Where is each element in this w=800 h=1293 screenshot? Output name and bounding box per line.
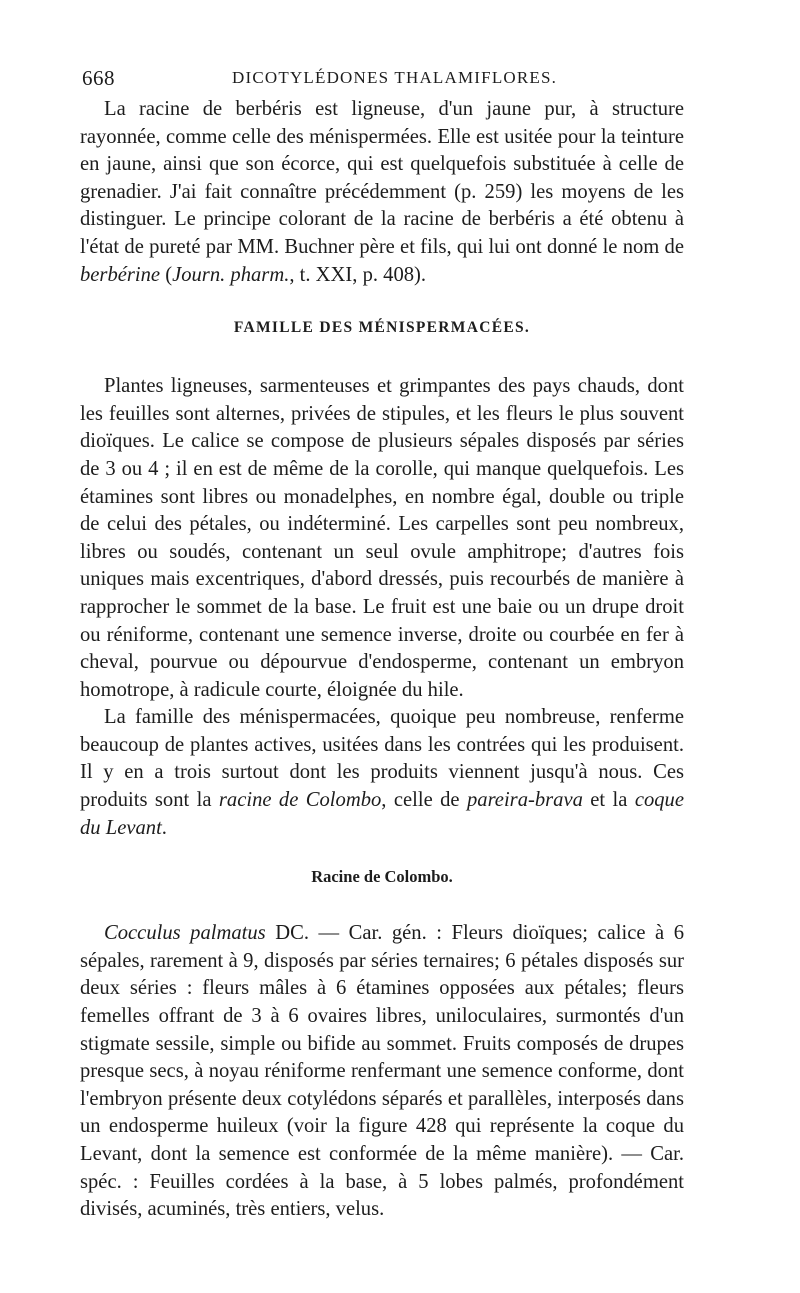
paragraph-berberis-root: La racine de berbéris est ligneuse, d'un jaune pur, à structure rayonnée, comme celle des ménispermées. Elle est usitée pour la teinture en jaune, ainsi que son écorce, qui est quelquefois substituée à celle de grenadier. J'ai fait connaître précédemment (p. 259) les moyens de les distinguer. Le principe colorant de la racine de berbéris a été obtenu à l'état de pureté par MM. Buchner père et fils, qui lui ont donné le nom de berbérine (Journ. pharm., t. XXI, p. 408). [80, 98, 684, 286]
page-header [80, 62, 684, 96]
paragraph-cocculus-palmatus: Cocculus palmatus DC. — Car. gén. : Fleurs dioïques; calice à 6 sépales, rarement à 9, disposés par séries ternaires; 6 pétales disposés sur deux séries : fleurs mâles à 6 étamines opposées aux pétales; fleurs femelles offrant de 3 à 6 ovaires libres, uniloculaires, surmontés d'un stigmate sessile, simple ou bifide au sommet. Fruits composés de drupes presque secs, à noyau réniforme renfermant une semence conforme, dont l'embryon présente deux cotylédons séparés et parallèles, interposés dans un endosperme huileux (voir la figure 428 qui représente la coque du Levant, dont la semence est conformée de la même manière). — Car. spéc. : Feuilles cordées à la base, à 5 lobes palmés, profondément divisés, acuminés, très entiers, velus. [80, 922, 684, 1221]
page-number: 668 [82, 66, 115, 90]
running-title: DICOTYLÉDONES THALAMIFLORES. [232, 68, 558, 87]
subheading-colombo: Racine de Colombo. [311, 867, 453, 887]
paragraph-family-description: Plantes ligneuses, sarmenteuses et grimpantes des pays chauds, dont les feuilles sont alternes, privées de stipules, et les fleurs le plus souvent dioïques. Le calice se compose de plusieurs sépales disposés par séries de 3 ou 4 ; il en est de même de la corolle, qui manque quelquefois. Les étamines sont libres ou monadelphes, en nombre égal, double ou triple de celui des pétales, ou indéterminé. Les carpelles sont peu nombreux, libres ou soudés, contenant un seul ovule amphitrope; d'autres fois uniques mais excentriques, d'abord dressés, puis recourbés de manière à rapprocher le sommet de la base. Le fruit est une baie ou un drupe droit ou réniforme, contenant une semence inverse, droite ou courbée en fer à cheval, pourvue ou dépourvue d'endosperme, contenant un embryon homotrope, à radicule courte, éloignée du hile. [80, 375, 684, 701]
paragraph-family-products: La famille des ménispermacées, quoique peu nombreuse, renferme beaucoup de plantes actives, usitées dans les contrées qui les produisent. Il y en a trois surtout dont les produits viennent jusqu'à nous. Ces produits sont la racine de Colombo, celle de pareira-brava et la coque du Levant. [80, 706, 684, 839]
page [80, 62, 684, 1224]
section-heading: FAMILLE DES MÉNISPERMACÉES. [233, 319, 531, 337]
